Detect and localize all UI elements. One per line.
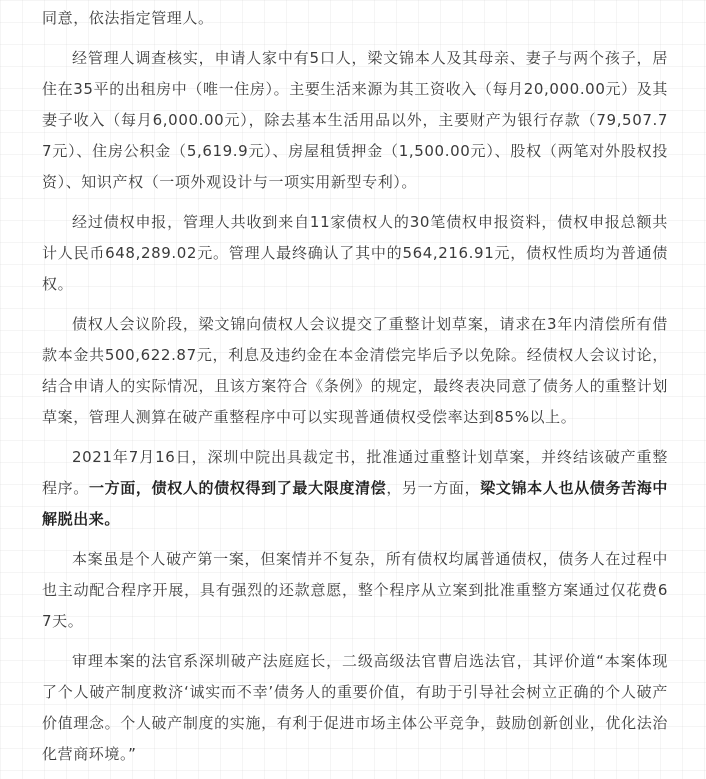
paragraph-1 <box>42 3 668 34</box>
paragraph-6 <box>42 544 668 637</box>
paragraph-4 <box>42 309 668 433</box>
paragraph-4-text: 债权人会议阶段，梁文锦向债权人会议提交了重整计划草案，请求在3年内清偿所有借款本金共500,622.87元，利息及违约金在本金清偿完毕后予以免除。经债权人会议讨论，结合申请人的实际情况，且该方案符合《条例》的规定，最终表决同意了债务人的重整计划草案，管理人测算在破产重整程序中可以实现普通债权受偿率达到85%以上。 <box>42 315 668 426</box>
paragraph-5-bold-2: 债权人的债权得到了最大限度清偿 <box>151 479 387 497</box>
paragraph-5-bold-3: 梁文锦本人也从债务苦海中解脱出来。 <box>42 479 668 528</box>
paragraph-5-text-2: ，另一方面， <box>386 479 481 497</box>
paragraph-3 <box>42 207 668 300</box>
paragraph-5 <box>42 442 668 535</box>
paragraph-3-text: 经过债权申报，管理人共收到来自11家债权人的30笔债权申报资料，债权申报总额共计人民币648,289.02元。管理人最终确认了其中的564,216.91元，债权性质均为普通债权。 <box>42 213 668 293</box>
paragraph-2 <box>42 43 668 198</box>
article-body <box>42 0 668 779</box>
paragraph-5-text: 2021年7月16日，深圳中院出具裁定书，批准通过重整计划草案，并终结该破产重整程序。 <box>42 448 668 497</box>
paragraph-2-text: 经管理人调查核实，申请人家中有5口人，梁文锦本人及其母亲、妻子与两个孩子，居住在35平的出租房中（唯一住房）。主要生活来源为其工资收入（每月20,000.00元）及其妻子收入（每月6,000.00元），除去基本生活用品以外，主要财产为银行存款（79,507.77元）、住房公积金（5,619.9元）、房屋租赁押金（1,500.00元）、股权（两笔对外股权投资）、知识产权（一项外观设计与一项实用新型专利）。 <box>42 49 668 191</box>
paragraph-1-text: 同意，依法指定管理人。 <box>42 9 214 27</box>
paragraph-6-text: 本案虽是个人破产第一案，但案情并不复杂，所有债权均属普通债权，债务人在过程中也主动配合程序开展，具有强烈的还款意愿，整个程序从立案到批准重整方案通过仅花费67天。 <box>42 550 668 630</box>
paragraph-7 <box>42 646 668 770</box>
paragraph-7-text: 审理本案的法官系深圳破产法庭庭长，二级高级法官曹启选法官，其评价道“本案体现了个人破产制度救济‘诚实而不幸’债务人的重要价值，有助于引导社会树立正确的个人破产价值理念。个人破产制度的实施，有利于促进市场主体公平竞争，鼓励创新创业，优化法治化营商环境。” <box>42 652 668 763</box>
paragraph-5-bold-1: 一方面， <box>88 479 152 497</box>
